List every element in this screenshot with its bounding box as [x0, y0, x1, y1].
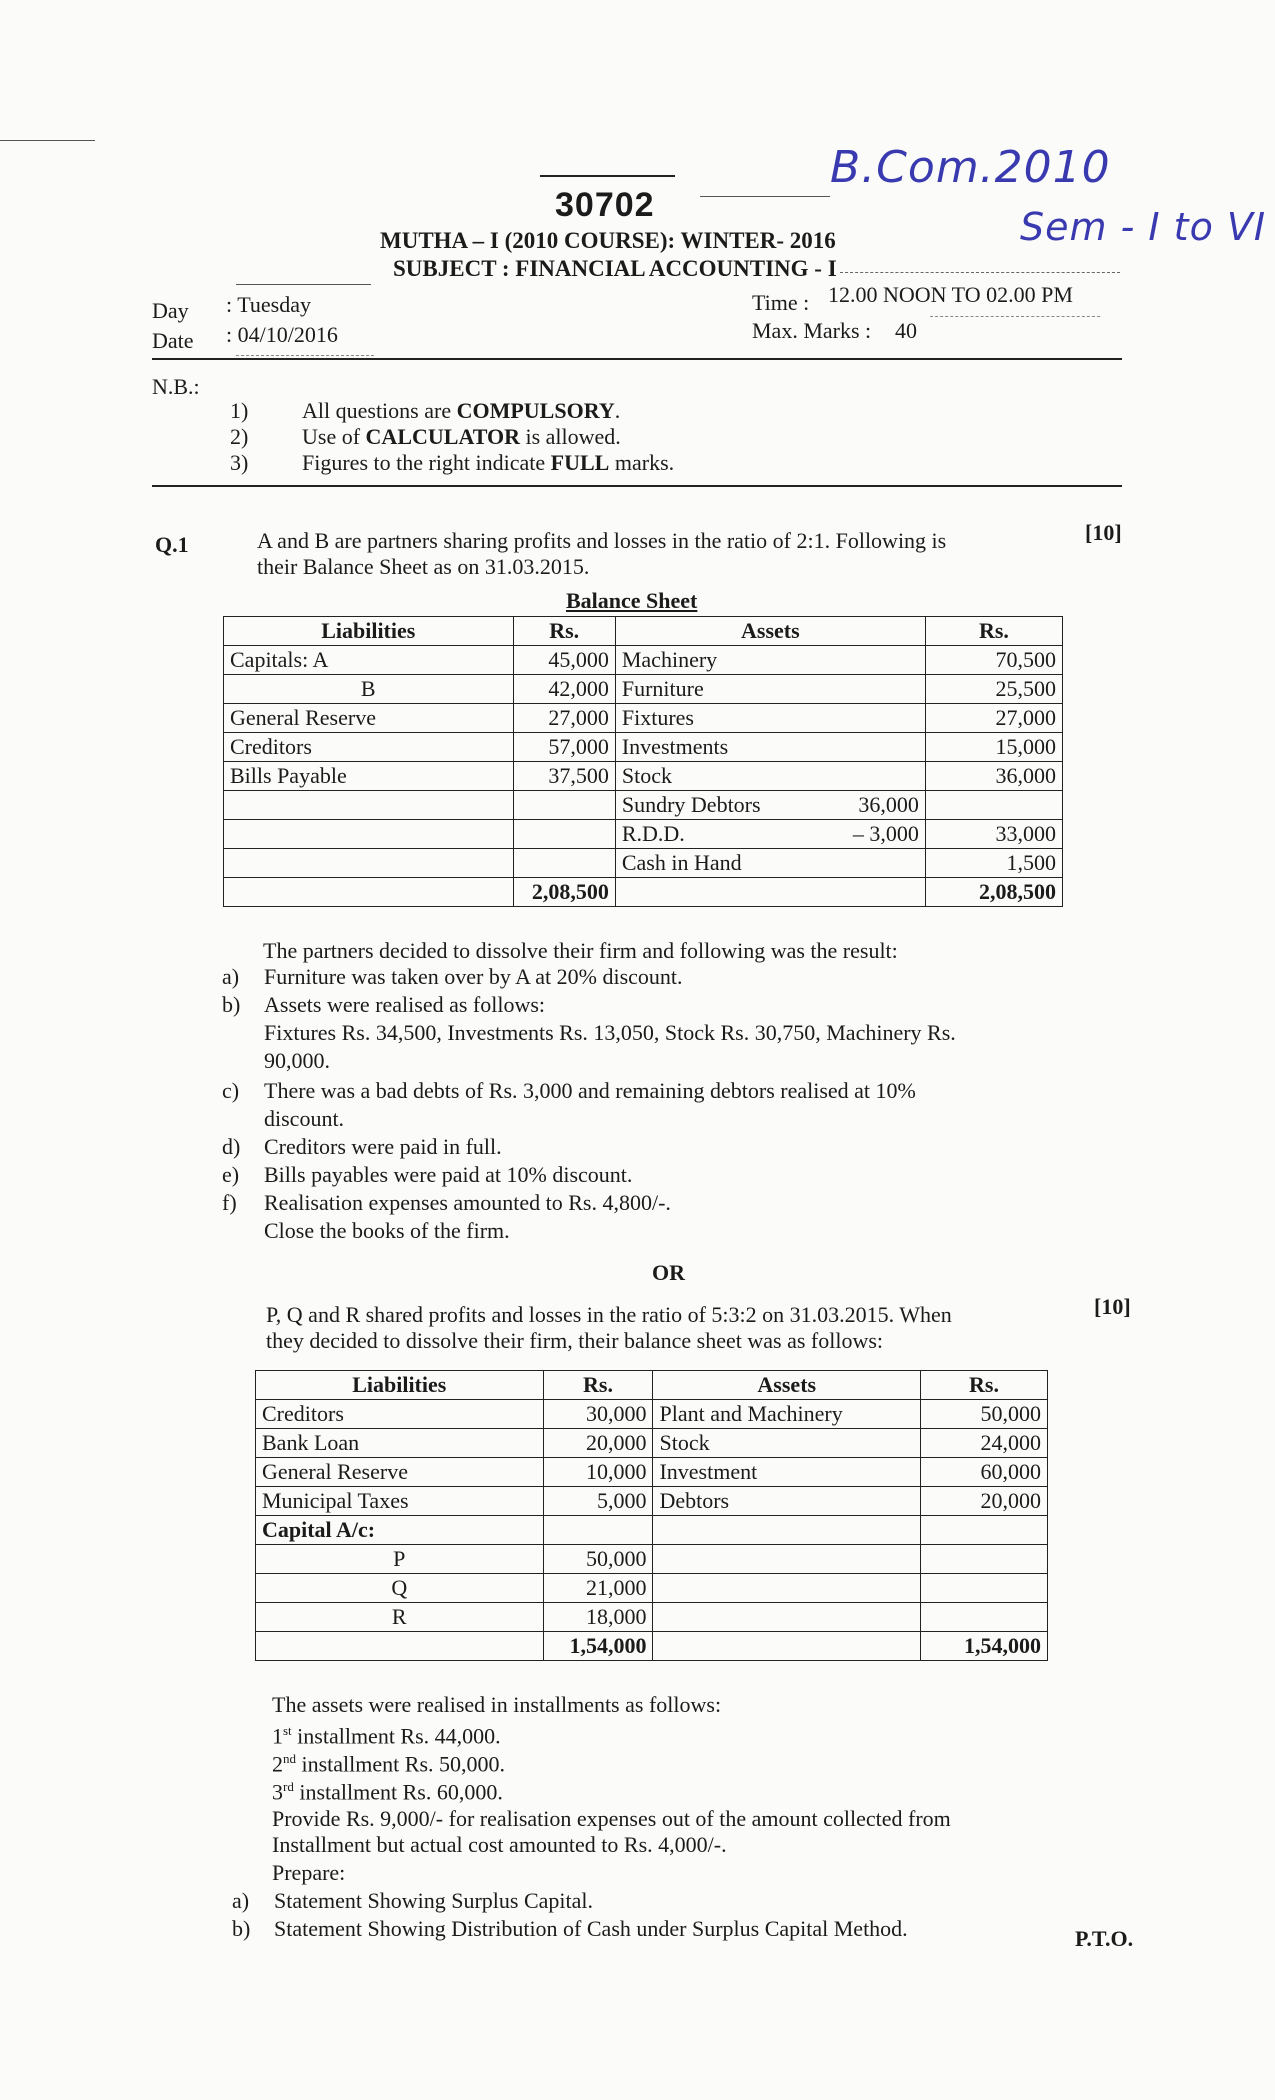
marks-value: 40: [895, 318, 917, 343]
q1-table-header: [224, 617, 1063, 646]
provide-line2: Installment but actual cost amounted to Rs. 4,000/-.: [272, 1832, 727, 1857]
handwritten-annotation-course: B.Com.2010: [830, 142, 1111, 193]
q1-intro-line1: A and B are partners sharing profits and losses in the ratio of 2:1. Following is: [257, 528, 947, 553]
time-value: 12.00 NOON TO 02.00 PM: [828, 282, 1073, 307]
table-row: Bank Loan 20,000 Stock 24,000: [256, 1429, 1048, 1458]
table-row: General Reserve 10,000 Investment 60,000: [256, 1458, 1048, 1487]
table-row: B 42,000 Furniture 25,500: [224, 675, 1063, 704]
time-label: Time :: [752, 290, 810, 315]
date-label: Date: [152, 328, 194, 353]
q1-result-intro: The partners decided to dissolve their firm and following was the result:: [263, 938, 898, 963]
q1-table-title: Balance Sheet: [566, 588, 698, 613]
q1-alt-balance-sheet: [255, 1370, 1048, 1661]
q1-alt-marks: [10]: [1094, 1294, 1131, 1319]
table-row: Creditors 57,000 Investments 15,000: [224, 733, 1063, 762]
q1-marks: [10]: [1085, 520, 1122, 545]
code-rule: [540, 175, 675, 177]
table-row: General Reserve 27,000 Fixtures 27,000: [224, 704, 1063, 733]
nb-label: N.B.:: [152, 374, 200, 399]
table-row: Capital A/c:: [256, 1516, 1048, 1545]
q1-alt-table-header: [256, 1371, 1048, 1400]
installment-1: 1st installment Rs. 44,000.: [272, 1723, 501, 1749]
question-label: Q.1: [155, 532, 189, 557]
date-rule: [236, 355, 374, 357]
q1-total-row: 2,08,500 2,08,500: [224, 878, 1063, 907]
day-value: : Tuesday: [226, 292, 311, 317]
installment-2: 2nd installment Rs. 50,000.: [272, 1751, 505, 1777]
prepare-label: Prepare:: [272, 1860, 346, 1885]
course-line: MUTHA – I (2010 COURSE): WINTER- 2016: [380, 228, 836, 253]
handwritten-annotation-semester: Sem - I to VI: [1020, 205, 1267, 249]
q1-intro-line2: their Balance Sheet as on 31.03.2015.: [257, 554, 590, 579]
nb-rule: [152, 485, 1122, 487]
q1-header-liabilities: Liabilities: [224, 617, 514, 646]
table-row: Q 21,000: [256, 1574, 1048, 1603]
day-label: Day: [152, 298, 189, 323]
margin-mark: [0, 140, 95, 141]
day-rule: [236, 284, 371, 285]
table-row: P 50,000: [256, 1545, 1048, 1574]
q1-header-rs-right: Rs.: [925, 617, 1062, 646]
q1-alt-intro-line2: they decided to dissolve their firm, their balance sheet was as follows:: [266, 1328, 884, 1353]
table-row: R.D.D. – 3,000 33,000: [224, 820, 1063, 849]
table-row: Capitals: A 45,000 Machinery 70,500: [224, 646, 1063, 675]
subject-underline: [840, 272, 1120, 274]
table-row: Sundry Debtors 36,000: [224, 791, 1063, 820]
q1-alt-header-assets: Assets: [653, 1371, 921, 1400]
page-turn-note: P.T.O.: [1075, 1926, 1134, 1951]
table-row: Cash in Hand 1,500: [224, 849, 1063, 878]
q1-header-rs-left: Rs.: [513, 617, 615, 646]
paper-code: 30702: [555, 186, 655, 224]
q1-alt-header-rs-right: Rs.: [921, 1371, 1048, 1400]
q1-alt-header-liabilities: Liabilities: [256, 1371, 544, 1400]
q1-alt-total-row: 1,54,000 1,54,000: [256, 1632, 1048, 1661]
date-value: : 04/10/2016: [226, 322, 338, 347]
table-row: Creditors 30,000 Plant and Machinery 50,000: [256, 1400, 1048, 1429]
or-separator: OR: [652, 1260, 685, 1285]
time-rule: [930, 316, 1100, 318]
q1-header-assets: Assets: [615, 617, 925, 646]
installment-3: 3rd installment Rs. 60,000.: [272, 1779, 503, 1805]
table-row: Municipal Taxes 5,000 Debtors 20,000: [256, 1487, 1048, 1516]
q1-balance-sheet: [223, 616, 1063, 907]
q1-alt-header-rs-left: Rs.: [543, 1371, 653, 1400]
q1-alt-intro-line1: P, Q and R shared profits and losses in the ratio of 5:3:2 on 31.03.2015. When: [266, 1302, 952, 1327]
provide-line1: Provide Rs. 9,000/- for realisation expenses out of the amount collected from: [272, 1806, 951, 1831]
table-row: Bills Payable 37,500 Stock 36,000: [224, 762, 1063, 791]
subject-line: SUBJECT : FINANCIAL ACCOUNTING - I: [393, 256, 837, 281]
marks-label: Max. Marks :: [752, 318, 872, 343]
header-rule: [152, 358, 1122, 360]
table-row: R 18,000: [256, 1603, 1048, 1632]
code-rule-right: [700, 196, 830, 197]
installments-intro: The assets were realised in installments as follows:: [272, 1692, 722, 1717]
